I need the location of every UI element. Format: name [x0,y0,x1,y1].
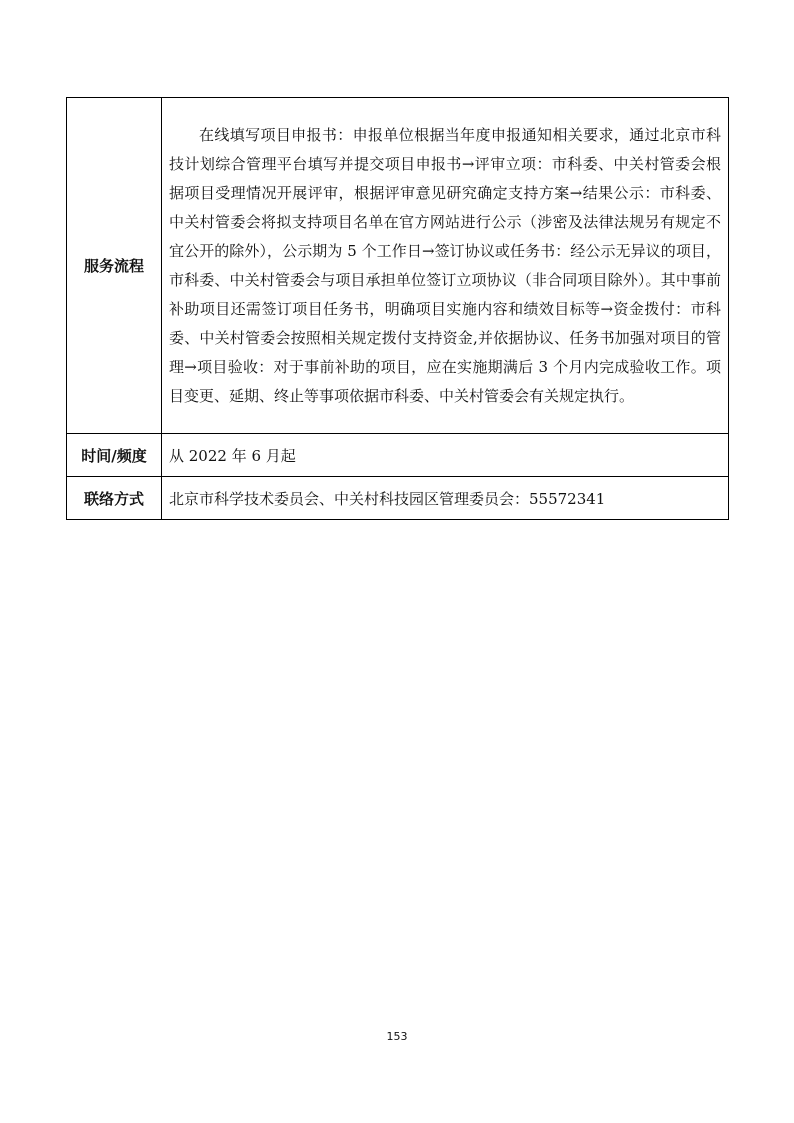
row-label-time-frequency: 时间/频度 [67,434,162,477]
table-row-service-flow [67,98,729,434]
row-content-service-flow [162,98,729,434]
service-flow-text: 在线填写项目申报书：申报单位根据当年度申报通知相关要求，通过北京市科技计划综合管理平台填写并提交项目申报书→评审立项：市科委、中关村管委会根据项目受理情况开展评审，根据评审意见研究确定支持方案→结果公示：市科委、中关村管委会将拟支持项目名单在官方网站进行公示（涉密及法律法规另有规定不宜公开的除外），公示期为 5 个工作日→签订协议或任务书：经公示无异议的项目，市科委、中关村管委会与项目承担单位签订立项协议（非合同项目除外）。其中事前补助项目还需签订项目任务书，明确项目实施内容和绩效目标等→资金拨付：市科委、中关村管委会按照相关规定拨付支持资金,并依据协议、任务书加强对项目的管理→项目验收：对于事前补助的项目，应在实施期满后 3 个月内完成验收工作。项目变更、延期、终止等事项依据市科委、中关村管委会有关规定执行。 [169,125,721,405]
table-row-time-frequency [67,434,729,477]
row-label-contact: 联络方式 [67,477,162,520]
row-content-time-frequency: 从 2022 年 6 月起 [162,434,729,477]
row-content-contact: 北京市科学技术委员会、中关村科技园区管理委员会：55572341 [162,477,729,520]
service-info-table [66,97,729,520]
table-row-contact [67,477,729,520]
page-number: 153 [386,1030,408,1043]
row-label-service-flow: 服务流程 [67,98,162,434]
